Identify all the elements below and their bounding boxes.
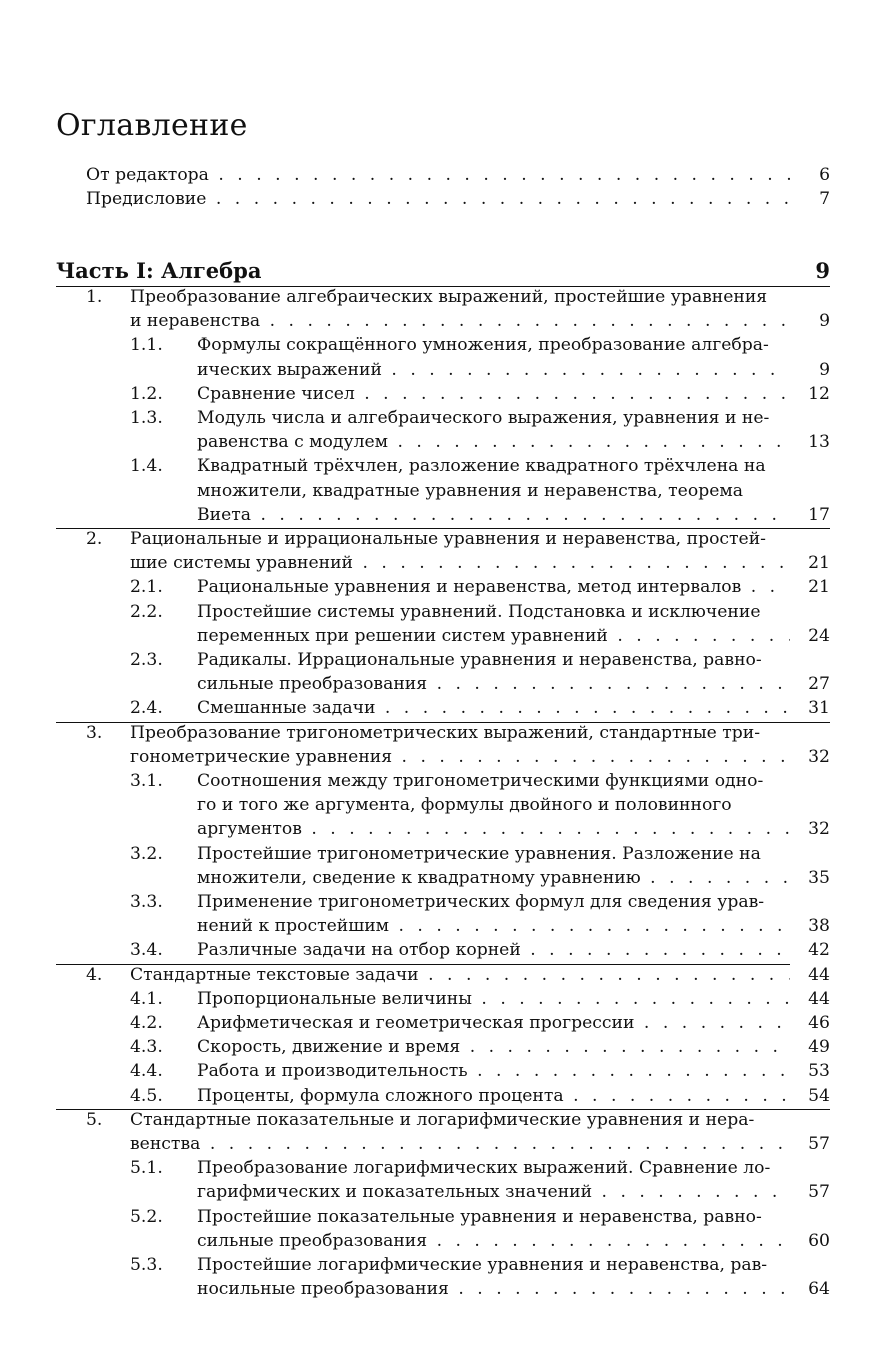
subsection-title: Формулы сокращённого умножения, преобразование алгебра- [197,335,769,356]
toc-section-1[interactable] [86,285,830,309]
subsection-number: 5.3. [130,1255,163,1275]
toc-page-number: 31 [790,696,830,720]
toc-page-number: 53 [790,1059,830,1083]
toc-part-heading[interactable] [56,256,830,286]
toc-section-3[interactable] [86,745,830,769]
subsection-number: 1.2. [130,383,163,404]
subsection-title: сильные преобразования . . . [197,1229,796,1253]
subsection-title: Скорость, движение и время . . . [197,1035,796,1059]
subsection-title: Пропорциональные величины . . . [197,987,796,1011]
toc-page-number: 6 [790,163,830,187]
toc-subsection-4-2[interactable] [130,1011,830,1035]
toc-subsection-3-2[interactable] [130,866,830,890]
toc-subsection-5-3[interactable] [130,1277,830,1301]
subsection-title: сильные преобразования . . . [197,672,796,696]
subsection-title: Соотношения между тригонометрическими функциями одно- [197,771,764,791]
toc-subsection-5-1[interactable] [130,1156,830,1180]
toc-subsection-3-2[interactable] [130,842,830,866]
subsection-title: множители, сведение к квадратному уравнению . . . [197,866,796,890]
subsection-title: Применение тригонометрических формул для сведения урав- [197,892,765,912]
section-title: венства . . . [130,1132,796,1156]
subsection-title: Виета . . . [197,503,796,527]
toc-subsection-5-2[interactable] [130,1205,830,1229]
subsection-number: 4.3. [130,1037,163,1058]
toc-subsection-1-1[interactable] [130,358,830,382]
subsection-title: равенства с модулем . . . [197,430,796,454]
section-number: 2. [86,529,103,549]
toc-page-number: 32 [790,745,830,769]
toc-section-3[interactable] [86,721,830,745]
subsection-number: 2.1. [130,577,163,598]
toc-subsection-4-3[interactable] [130,1035,830,1059]
toc-subsection-3-4[interactable] [130,938,830,962]
subsection-title: Рациональные уравнения и неравенства, метод интервалов . . . [197,575,796,599]
toc-entry-text: Предисловие . . . [86,187,796,211]
toc-page-number: 17 [790,503,830,527]
subsection-title: Простейшие показательные уравнения и неравенства, равно- [197,1206,762,1227]
toc-page-number: 9 [790,358,830,382]
toc-page-number: 49 [790,1035,830,1059]
toc-subsection-2-2[interactable] [130,600,830,624]
subsection-title: аргументов . . . [197,817,796,841]
subsection-number: 1.4. [130,456,163,477]
toc-section-1[interactable] [86,309,830,333]
toc-entry-front-0[interactable] [86,163,830,187]
subsection-title: множители, квадратные уравнения и неравенства, теорема [197,480,743,501]
toc-page-number: 35 [790,866,830,890]
subsection-title: Арифметическая и геометрическая прогрессии . . . [197,1011,796,1035]
subsection-number: 5.2. [130,1206,163,1227]
subsection-title: нений к простейшим . . . [197,914,796,938]
subsection-title: Квадратный трёхчлен, разложение квадратного трёхчлена на [197,456,766,477]
toc-page-number: 38 [790,914,830,938]
subsection-title: Проценты, формула сложного процента . . . [197,1084,796,1108]
toc-subsection-1-4[interactable] [130,454,830,478]
section-number: 1. [86,287,103,307]
toc-section-5[interactable] [86,1132,830,1156]
toc-page-number: 44 [790,963,830,987]
toc-page-number: 57 [790,1132,830,1156]
toc-section-5[interactable] [86,1108,830,1132]
subsection-number: 1.3. [130,408,163,428]
section-title: шие системы уравнений . . . [130,551,796,575]
subsection-number: 4.1. [130,988,163,1009]
subsection-number: 3.2. [130,843,163,864]
subsection-title: гарифмических и показательных значений . . . [197,1180,796,1204]
section-title: Рациональные и иррациональные уравнения и неравенства, простей- [130,529,766,549]
section-title: Стандартные показательные и логарифмические уравнения и нера- [130,1109,755,1130]
toc-page-number: 7 [790,187,830,211]
toc-page-number: 9 [790,309,830,333]
toc-subsection-5-3[interactable] [130,1253,830,1277]
subsection-title: Простейшие логарифмические уравнения и неравенства, рав- [197,1255,768,1275]
subsection-title: Работа и производительность . . . [197,1059,796,1083]
toc-subsection-1-1[interactable] [130,333,830,357]
toc-page-number: 21 [790,575,830,599]
subsection-number: 4.4. [130,1061,163,1082]
toc-subsection-4-1[interactable] [130,987,830,1011]
subsection-number: 3.1. [130,771,163,791]
section-number: 5. [86,1109,103,1130]
subsection-title: Простейшие тригонометрические уравнения. Разложение на [197,843,761,864]
toc-subsection-5-2[interactable] [130,1229,830,1253]
toc-subsection-2-1[interactable] [130,575,830,599]
subsection-number: 1.1. [130,335,163,356]
toc-entry-front-1[interactable] [86,187,830,211]
section-title: и неравенства . . . [130,309,796,333]
toc-page-number: 32 [790,817,830,841]
toc-entry-text: От редактора . . . [86,163,796,187]
toc-subsection-1-4[interactable] [130,503,830,527]
toc-subsection-3-1[interactable] [130,793,830,817]
toc-page-number: 64 [790,1277,830,1301]
subsection-number: 4.5. [130,1085,163,1106]
subsection-title: Простейшие системы уравнений. Подстановка и исключение [197,601,761,622]
toc-section-2[interactable] [86,527,830,551]
subsection-title: го и того же аргумента, формулы двойного и половинного [197,795,732,816]
subsection-number: 2.2. [130,601,163,622]
page-title: Оглавление [56,108,248,143]
part-title: Часть I: Алгебра [56,258,262,283]
toc-page-number: 54 [790,1084,830,1108]
toc-page-number: 24 [790,624,830,648]
subsection-number: 3.3. [130,892,163,912]
subsection-title: Сравнение чисел . . . [197,382,796,406]
section-title: Преобразование алгебраических выражений, простейшие уравнения [130,287,768,307]
section-title: гонометрические уравнения . . . [130,745,796,769]
toc-page-number: 46 [790,1011,830,1035]
toc-subsection-2-4[interactable] [130,696,830,720]
toc-subsection-3-3[interactable] [130,914,830,938]
subsection-title: ических выражений . . . [197,358,796,382]
section-number: 4. [86,964,103,985]
toc-page-number: 60 [790,1229,830,1253]
toc-section-2[interactable] [86,551,830,575]
subsection-number: 2.3. [130,650,163,670]
toc-section-4[interactable] [86,963,830,987]
subsection-number: 5.1. [130,1158,163,1179]
toc-page-number: 21 [790,551,830,575]
subsection-title: Модуль числа и алгебраического выражения, уравнения и не- [197,408,770,428]
toc-subsection-5-1[interactable] [130,1180,830,1204]
toc-page-number: 12 [790,382,830,406]
toc-page-number: 42 [790,938,830,962]
section-number: 3. [86,722,103,743]
toc-subsection-1-4[interactable] [130,479,830,503]
toc-subsection-4-4[interactable] [130,1059,830,1083]
toc-subsection-4-5[interactable] [130,1084,830,1108]
toc-subsection-3-3[interactable] [130,890,830,914]
part-page-number: 9 [815,258,830,283]
subsection-title: Радикалы. Иррациональные уравнения и неравенства, равно- [197,650,762,670]
subsection-title: носильные преобразования . . . [197,1277,796,1301]
section-title: Стандартные текстовые задачи . . . [130,963,796,987]
subsection-number: 2.4. [130,698,163,719]
subsection-title: Различные задачи на отбор корней . . . [197,938,796,962]
toc-page-number: 44 [790,987,830,1011]
subsection-number: 4.2. [130,1013,163,1033]
toc-page-number: 27 [790,672,830,696]
subsection-title: Преобразование логарифмических выражений. Сравнение ло- [197,1158,771,1179]
toc-subsection-3-1[interactable] [130,769,830,793]
toc-subsection-1-3[interactable] [130,430,830,454]
toc-subsection-2-2[interactable] [130,624,830,648]
toc-subsection-1-3[interactable] [130,406,830,430]
subsection-number: 3.4. [130,940,163,961]
toc-subsection-2-3[interactable] [130,648,830,672]
toc-subsection-2-3[interactable] [130,672,830,696]
subsection-title: переменных при решении систем уравнений . . . [197,624,796,648]
toc-subsection-1-2[interactable] [130,382,830,406]
toc-page-number: 57 [790,1180,830,1204]
toc-subsection-3-1[interactable] [130,817,830,841]
section-title: Преобразование тригонометрических выражений, стандартные три- [130,722,761,743]
subsection-title: Смешанные задачи . . . [197,696,796,720]
toc-page-number: 13 [790,430,830,454]
